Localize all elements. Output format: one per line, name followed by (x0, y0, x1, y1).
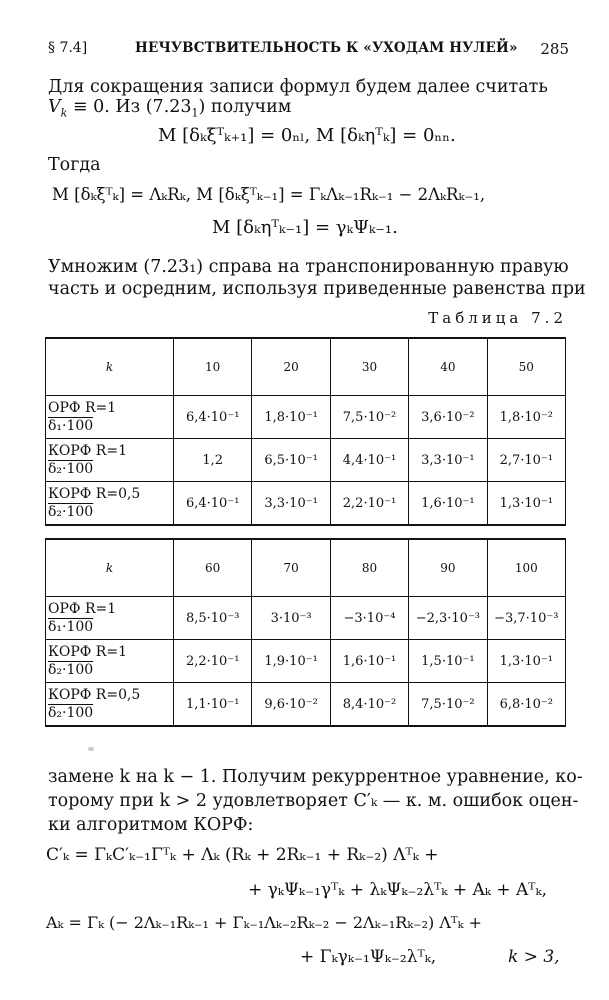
table-cell: 7,5·10⁻² (409, 683, 487, 727)
equation-3-line-3: Aₖ = Γₖ (− 2Λₖ₋₁Rₖ₋₁ + Γₖ₋₁Λₖ₋₂Rₖ₋₂ − 2Λₖ₋₁Rₖ₋₂) Λᵀₖ + (46, 913, 482, 932)
table-cell: 3,6·10⁻² (409, 396, 487, 439)
equation-2b: M [δₖηᵀₖ₋₁] = γₖΨₖ₋₁. (212, 217, 398, 238)
row-label: КОРФ R=0,5 δ₂·100 (46, 482, 174, 526)
table-part-2 (45, 538, 566, 727)
table-cell: −3,7·10⁻³ (487, 597, 565, 640)
row-label: КОРФ R=1 δ₂·100 (46, 640, 174, 683)
table-cell: 6,4·10⁻¹ (174, 396, 252, 439)
intro-line-2-end: ) получим (198, 97, 292, 117)
table-row (46, 597, 566, 640)
para3-line-3: ки алгоритмом КОРФ: (48, 815, 254, 835)
equation-3-condition: k > 3, (508, 947, 560, 967)
table-cell: 1,9·10⁻¹ (252, 640, 330, 683)
ref-subscript: 1 (191, 106, 199, 120)
col-header: 70 (252, 539, 330, 597)
col-header: 20 (252, 338, 330, 396)
table-cell: 2,2·10⁻¹ (174, 640, 252, 683)
v-subscript: k (60, 106, 68, 120)
table-cell: 2,7·10⁻¹ (487, 439, 565, 482)
col-header: 100 (487, 539, 565, 597)
equation-2a: M [δₖξᵀₖ] = ΛₖRₖ, M [δₖξᵀₖ₋₁] = ΓₖΛₖ₋₁Rₖ₋₁ − 2ΛₖRₖ₋₁, (52, 185, 486, 204)
table-cell: 3·10⁻³ (252, 597, 330, 640)
para3-line-1: замене k на k − 1. Получим рекуррентное уравнение, ко- (48, 767, 583, 787)
table-cell: 1,6·10⁻¹ (409, 482, 487, 526)
table-cell: 8,5·10⁻³ (174, 597, 252, 640)
table-cell: 4,4·10⁻¹ (330, 439, 408, 482)
table-cell: 1,3·10⁻¹ (487, 640, 565, 683)
table-cell: 1,3·10⁻¹ (487, 482, 565, 526)
row-label: КОРФ R=0,5 δ₂·100 (46, 683, 174, 727)
print-smudge (88, 747, 94, 751)
table-cell: 7,5·10⁻² (330, 396, 408, 439)
intro-line-1: Для сокращения записи формул будем далее считать (48, 77, 548, 97)
col-header: 40 (409, 338, 487, 396)
equation-3-line-2: + γₖΨₖ₋₁γᵀₖ + λₖΨₖ₋₂λᵀₖ + Aₖ + Aᵀₖ, (248, 880, 548, 900)
table-header-row (46, 539, 566, 597)
running-header (0, 40, 609, 64)
table-cell: 6,8·10⁻² (487, 683, 565, 727)
chapter-title: НЕЧУВСТВИТЕЛЬНОСТЬ К «УХОДАМ НУЛЕЙ» (135, 40, 518, 56)
table-part-1 (45, 337, 566, 526)
k-header: k (46, 539, 174, 597)
v-symbol: V (48, 97, 61, 117)
table-row (46, 396, 566, 439)
intro-line-2 (48, 96, 568, 125)
table-cell: −3·10⁻⁴ (330, 597, 408, 640)
para2-line-1: Умножим (7.23₁) справа на транспонированную правую (48, 257, 569, 277)
table-cell: 1,2 (174, 439, 252, 482)
col-header: 30 (330, 338, 408, 396)
table-cell: 2,2·10⁻¹ (330, 482, 408, 526)
table-cell: 8,4·10⁻² (330, 683, 408, 727)
table-row (46, 640, 566, 683)
table-cell: 3,3·10⁻¹ (252, 482, 330, 526)
col-header: 80 (330, 539, 408, 597)
equation-3-line-1: C′ₖ = ΓₖC′ₖ₋₁Γᵀₖ + Λₖ (Rₖ + 2Rₖ₋₁ + Rₖ₋₂) Λᵀₖ + (46, 845, 439, 865)
table-cell: 1,8·10⁻² (487, 396, 565, 439)
row-label: ОРФ R=1 δ₁·100 (46, 597, 174, 640)
table-row (46, 439, 566, 482)
section-number: § 7.4] (48, 40, 88, 56)
row-label: КОРФ R=1 δ₂·100 (46, 439, 174, 482)
table-cell: 3,3·10⁻¹ (409, 439, 487, 482)
table-header-row (46, 338, 566, 396)
table-cell: 9,6·10⁻² (252, 683, 330, 727)
table-cell: 1,5·10⁻¹ (409, 640, 487, 683)
intro-line-2-rest: ≡ 0. Из (7.23 (67, 97, 192, 117)
table-cell: 1,1·10⁻¹ (174, 683, 252, 727)
para3-line-2: торому при k > 2 удовлетворяет C′ₖ — к. м. ошибок оцен- (48, 791, 579, 811)
table-cell: −2,3·10⁻³ (409, 597, 487, 640)
table-cell: 6,5·10⁻¹ (252, 439, 330, 482)
col-header: 50 (487, 338, 565, 396)
table-cell: 6,4·10⁻¹ (174, 482, 252, 526)
then-word: Тогда (48, 155, 101, 175)
k-header: k (46, 338, 174, 396)
col-header: 60 (174, 539, 252, 597)
table-cell: 1,6·10⁻¹ (330, 640, 408, 683)
page-number: 285 (540, 40, 569, 58)
table-caption: Таблица 7.2 (428, 309, 567, 327)
para2-line-2: часть и осредним, используя приведенные равенства при (48, 279, 586, 299)
col-header: 10 (174, 338, 252, 396)
equation-1: M [δₖξᵀₖ₊₁] = 0ₙₗ, M [δₖηᵀₖ] = 0ₙₙ. (158, 125, 456, 146)
equation-3-line-4: + Γₖγₖ₋₁Ψₖ₋₂λᵀₖ, (300, 947, 437, 967)
table-cell: 1,8·10⁻¹ (252, 396, 330, 439)
col-header: 90 (409, 539, 487, 597)
row-label: ОРФ R=1 δ₁·100 (46, 396, 174, 439)
table-row (46, 683, 566, 727)
table-row (46, 482, 566, 526)
